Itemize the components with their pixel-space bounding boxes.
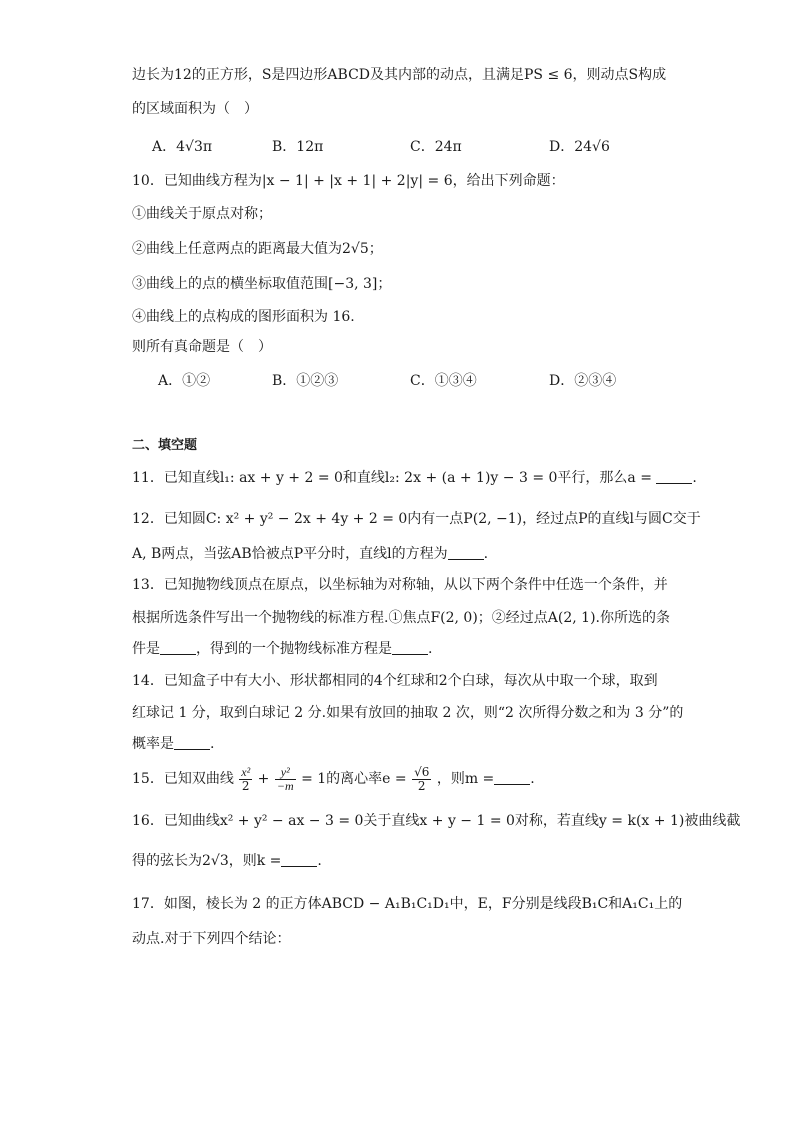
q15-end: . [530, 771, 535, 787]
q15-f3-num: √6 [414, 764, 430, 779]
q14-line-2: 红球记 1 分，取到白球记 2 分.如果有放回的抽取 2 次，则“2 次所得分数之和为 3 分”的 [132, 705, 684, 721]
q10-statement-3: ③曲线上的点的横坐标取值范围[−3, 3]； [132, 276, 392, 292]
q9-option-b: B．12π [272, 139, 324, 155]
q10-option-c: C．①③④ [410, 373, 477, 389]
q9-option-c: C．24π [410, 139, 462, 155]
q16-answer-blank[interactable] [281, 852, 317, 867]
q16-line-2-text: 得的弦长为2√3，则k = [132, 853, 282, 869]
q15-fraction-x [239, 766, 252, 793]
q15-answer-blank[interactable] [494, 770, 530, 785]
q11-text [132, 469, 697, 487]
q9-line-2: 的区域面积为（ ） [132, 101, 258, 117]
q13-end: . [428, 641, 433, 657]
q15-f1-den: 2 [241, 778, 250, 793]
section-heading-fill-in: 二、填空题 [132, 438, 198, 453]
q17-line-2: 动点.对于下列四个结论： [132, 931, 291, 947]
q14-end: . [210, 736, 215, 752]
q12-end: . [483, 546, 489, 562]
q15-fraction-e [412, 766, 431, 793]
q10-ask: 则所有真命题是（ ） [132, 339, 272, 355]
q16-line-1: 16．已知曲线x² + y² − ax − 3 = 0关于直线x + y − 1 = 0对称，若直线y = k(x + 1)被曲线截 [132, 813, 741, 829]
q15-line [132, 764, 535, 794]
q13-line-1: 13．已知抛物线顶点在原点，以坐标轴为对称轴，从以下两个条件中任选一个条件，并 [132, 577, 668, 593]
q13-line-2: 根据所选条件写出一个抛物线的标准方程.①焦点F(2, 0)；②经过点A(2, 1).你所选的条 [132, 610, 671, 626]
q15-pre: 15．已知双曲线 [132, 771, 234, 787]
q11-stem: 11．已知直线l₁: ax + y + 2 = 0和直线l₂: 2x + (a + 1)y − 3 = 0平行，那么a = [132, 470, 652, 486]
q12-stem-2: A, B两点，当弦AB恰被点P平分时，直线l的方程为 [132, 546, 448, 562]
q12-answer-blank[interactable] [448, 545, 484, 560]
q13-blank-equation[interactable] [392, 640, 428, 655]
q10-statement-4: ④曲线上的点构成的图形面积为 16. [132, 309, 355, 325]
q15-fraction-y [275, 766, 296, 793]
q13-blank-condition[interactable] [160, 640, 196, 655]
q16-end: . [317, 853, 322, 869]
q11-answer-blank[interactable] [656, 469, 692, 484]
q11-end: . [692, 470, 697, 486]
q15-f2-num: y² [275, 766, 296, 780]
q15-f2-den: −m [276, 778, 294, 793]
q10-statement-1: ①曲线关于原点对称； [132, 206, 272, 222]
q14-line-1: 14．已知盒子中有大小、形状都相同的4个红球和2个白球，每次从中取一个球，取到 [132, 673, 658, 689]
q15-f1-num: x² [241, 764, 251, 779]
q10-statement-2: ②曲线上任意两点的距离最大值为2√5； [132, 241, 383, 257]
q15-mid: = 1的离心率e = [301, 771, 407, 787]
q14-line-3 [132, 735, 214, 753]
q9-option-a: A．4√3π [152, 139, 213, 155]
q12-line-1: 12．已知圆C: x² + y² − 2x + 4y + 2 = 0内有一点P(2, −1)，经过点P的直线l与圆C交于 [132, 511, 701, 527]
q10-option-a: A．①② [158, 373, 211, 389]
q13-line-3b: ，得到的一个抛物线标准方程是 [196, 641, 392, 657]
q16-line-2 [132, 852, 322, 870]
q10-option-d: D．②③④ [549, 373, 617, 389]
q12-line-2 [132, 545, 488, 563]
q14-answer-blank[interactable] [174, 735, 210, 750]
q10-stem: 10．已知曲线方程为|x − 1| + |x + 1| + 2|y| = 6，给出下列命题： [132, 173, 565, 189]
q15-plus: + [257, 771, 270, 787]
q13-line-3 [132, 640, 432, 658]
q13-line-3a: 件是 [132, 641, 160, 657]
q9-line-1: 边长为12的正方形，S是四边形ABCD及其内部的动点，且满足PS ≤ 6，则动点S构成 [132, 67, 667, 83]
q17-line-1: 17．如图，棱长为 2 的正方体ABCD − A₁B₁C₁D₁中，E，F分别是线段B₁C和A₁C₁上的 [132, 896, 683, 912]
q15-f3-den: 2 [417, 778, 426, 793]
q9-option-d: D．24√6 [549, 139, 610, 155]
q10-option-b: B．①②③ [272, 373, 339, 389]
q14-line-3-text: 概率是 [132, 736, 174, 752]
q15-post: ，则m = [436, 771, 495, 787]
